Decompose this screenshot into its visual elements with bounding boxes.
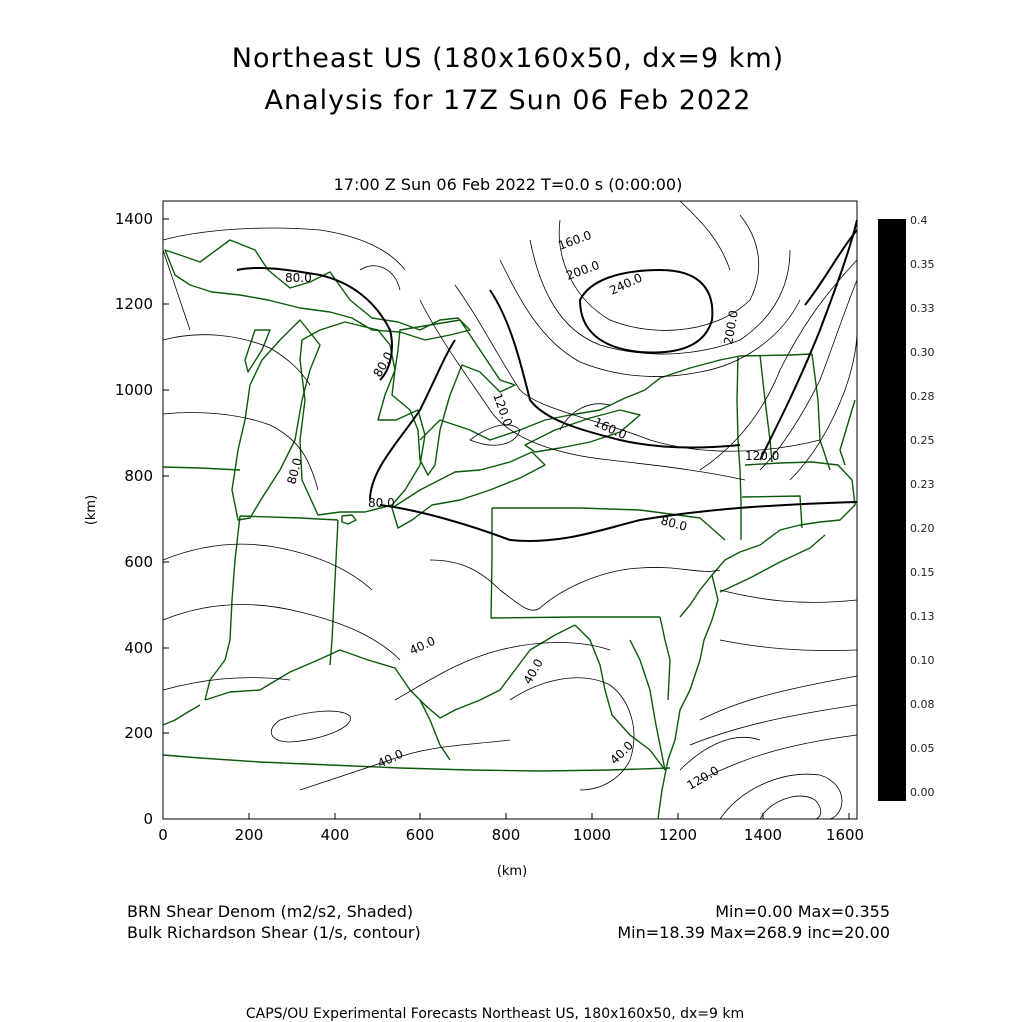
svg-text:0.13: 0.13 [910,610,935,623]
shaded-stats: Min=0.00 Max=0.355 [715,902,890,921]
contour-label: 120.0 [684,763,722,793]
svg-text:0.08: 0.08 [910,698,935,711]
contour-label: 80.0 [285,271,312,285]
atlantic-coast [658,462,855,819]
svg-text:0.10: 0.10 [910,654,935,667]
missouri-border [163,705,200,725]
contour-label: 240.0 [607,270,645,298]
y-tick-label: 400 [124,639,153,657]
time-label: 17:00 Z Sun 06 Feb 2022 T=0.0 s (0:00:00) [333,175,683,194]
lake-erie [392,452,545,528]
contour-label: 80.0 [368,496,395,510]
contour-label: 160.0 [556,227,594,253]
contour-label: 40.0 [607,738,637,768]
contour-label: 80.0 [659,513,689,534]
svg-text:0.25: 0.25 [910,434,935,447]
maine-coast [840,400,855,465]
svg-text:0.30: 0.30 [910,346,935,359]
contour-label: 160.0 [591,415,629,443]
de-md-border [660,617,670,700]
long-island [720,535,825,592]
vermont-ny-border [737,356,741,540]
contour-label: 120.0 [490,391,516,429]
contour-label: 200.0 [721,309,741,346]
plot-title-line2: Analysis for 17Z Sun 06 Feb 2022 [264,85,752,116]
svg-text:0.28: 0.28 [910,390,935,403]
y-tick-label: 0 [143,810,153,828]
michigan-lower-peninsula [300,322,425,515]
contour-label: 120.0 [745,449,780,463]
x-axis-label: (km) [496,864,528,879]
contour-label: 200.0 [564,257,602,283]
tn-va-border [163,755,670,771]
small-lake [342,515,356,524]
y-tick-label: 1400 [114,210,153,228]
contour-label: 40.0 [520,656,546,687]
il-in-border [205,516,240,700]
x-tick-label: 200 [234,826,264,844]
in-oh-border [330,520,338,665]
x-tick-label: 0 [158,826,168,844]
contour-lines [163,201,857,819]
svg-text:0.23: 0.23 [910,478,935,491]
x-tick-label: 1200 [658,826,698,844]
contour-field-label: Bulk Richardson Shear (1/s, contour) [127,923,421,942]
nj-pa-border [680,575,712,617]
maine-border [812,354,830,470]
axis-ticks [163,219,849,819]
colorbar-tick-labels [910,214,935,799]
contour-lines-bold [237,220,857,541]
y-axis-label: (km) [84,494,99,526]
y-tick-label: 800 [124,467,153,485]
ct-ma-border [742,496,802,528]
contour-label: 80.0 [284,456,305,486]
svg-text:0.20: 0.20 [910,522,935,535]
in-mi-border [240,516,338,520]
pa-borders [491,508,660,618]
x-tick-label: 1000 [572,826,612,844]
svg-text:0.33: 0.33 [910,302,935,315]
y-tick-label: 1000 [114,381,153,399]
wi-il-border [163,467,240,470]
svg-text:0.15: 0.15 [910,566,935,579]
lake-superior [165,240,470,340]
contour-label: 40.0 [375,746,406,771]
chesapeake-bay [630,640,665,770]
shaded-field-label: BRN Shear Denom (m2/s2, Shaded) [127,902,414,921]
x-tick-label: 400 [320,826,350,844]
x-tick-label: 800 [491,826,521,844]
ky-wv-border [420,700,450,760]
contour-stats: Min=18.39 Max=268.9 inc=20.00 [617,923,890,942]
svg-text:0.00: 0.00 [910,786,935,799]
contour-label: 40.0 [407,633,438,658]
contour-label: 80.0 [370,349,396,380]
x-tick-label: 1400 [743,826,783,844]
green-bay [245,330,270,372]
svg-text:0.4: 0.4 [910,214,928,227]
ohio-river [205,625,575,718]
x-tick-label: 600 [405,826,435,844]
x-tick-label: 1600 [825,826,865,844]
y-tick-label: 600 [124,553,153,571]
y-tick-label: 200 [124,724,153,742]
svg-text:0.05: 0.05 [910,742,935,755]
colorbar [878,219,906,801]
y-tick-label: 1200 [114,295,153,313]
plot-title-line1: Northeast US (180x160x50, dx=9 km) [231,43,785,74]
svg-text:0.35: 0.35 [910,258,935,271]
footer-credit: CAPS/OU Experimental Forecasts Northeast US, 180x160x50, dx=9 km [245,1006,745,1022]
